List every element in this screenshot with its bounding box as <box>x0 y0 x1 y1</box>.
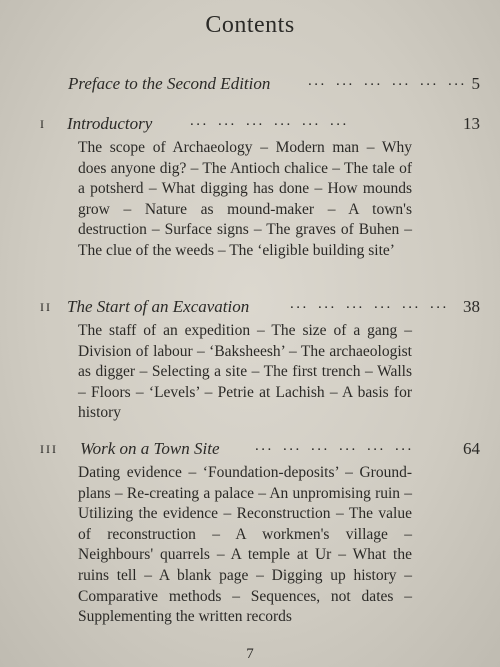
chapter-title: The Start of an Excavation <box>67 297 250 316</box>
chapter-numeral: III <box>40 442 58 456</box>
toc-entry-chapter-3 <box>40 439 480 463</box>
page-number: 7 <box>246 646 254 662</box>
leader-dots: ... ... ... ... ... ... <box>190 113 349 129</box>
chapter-page-number: 38 <box>463 297 480 316</box>
contents-heading: Contents <box>205 12 295 38</box>
preface-page-number: 5 <box>471 74 480 93</box>
chapter-page-number: 13 <box>463 114 480 133</box>
chapter-summary: Dating evidence – ‘Foundation-deposits’ – Ground-plans – Re-creating a palace – An unpromising ruin – Utilizing the evidence – Reconstruction – The value of reconstruction – A workmen's village – Neighbours' quarrels – A temple at Ur – What the ruins tell – A blank page – Digging up history – Comparative methods – Sequences, not dates – Supplementing the written records <box>78 464 412 626</box>
chapter-summary: The staff of an expedition – The size of a gang – Division of labour – ‘Baksheesh’ – The archaeologist as digger – Selecting a site – The first trench – Walls – Floors – ‘Levels’ – Petrie at Lachish – A basis for history <box>78 322 412 422</box>
preface-title: Preface to the Second Edition <box>68 74 271 93</box>
chapter-page-number: 64 <box>463 439 480 458</box>
chapter-summary: The scope of Archaeology – Modern man – Why does anyone dig? – The Antioch chalice – The tale of a potsherd – What digging has done – How mounds grow – Nature as mound-maker – A town's destruction – Surface signs – The graves of Buhen – The clue of the weeds – The ‘eligible building site’ <box>78 139 412 259</box>
chapter-title: Work on a Town Site <box>80 439 220 458</box>
toc-entry-preface <box>40 74 480 98</box>
toc-entry-chapter-1 <box>40 114 480 138</box>
chapter-numeral: II <box>40 300 52 314</box>
leader-dots: ... ... ... ... ... ... <box>255 438 414 454</box>
leader-dots: ... ... ... ... ... ... <box>290 296 449 312</box>
chapter-numeral: I <box>40 117 46 131</box>
leader-dots: ... ... ... ... ... ... <box>308 73 467 89</box>
toc-entry-chapter-2 <box>40 297 480 321</box>
chapter-title: Introductory <box>67 114 153 133</box>
